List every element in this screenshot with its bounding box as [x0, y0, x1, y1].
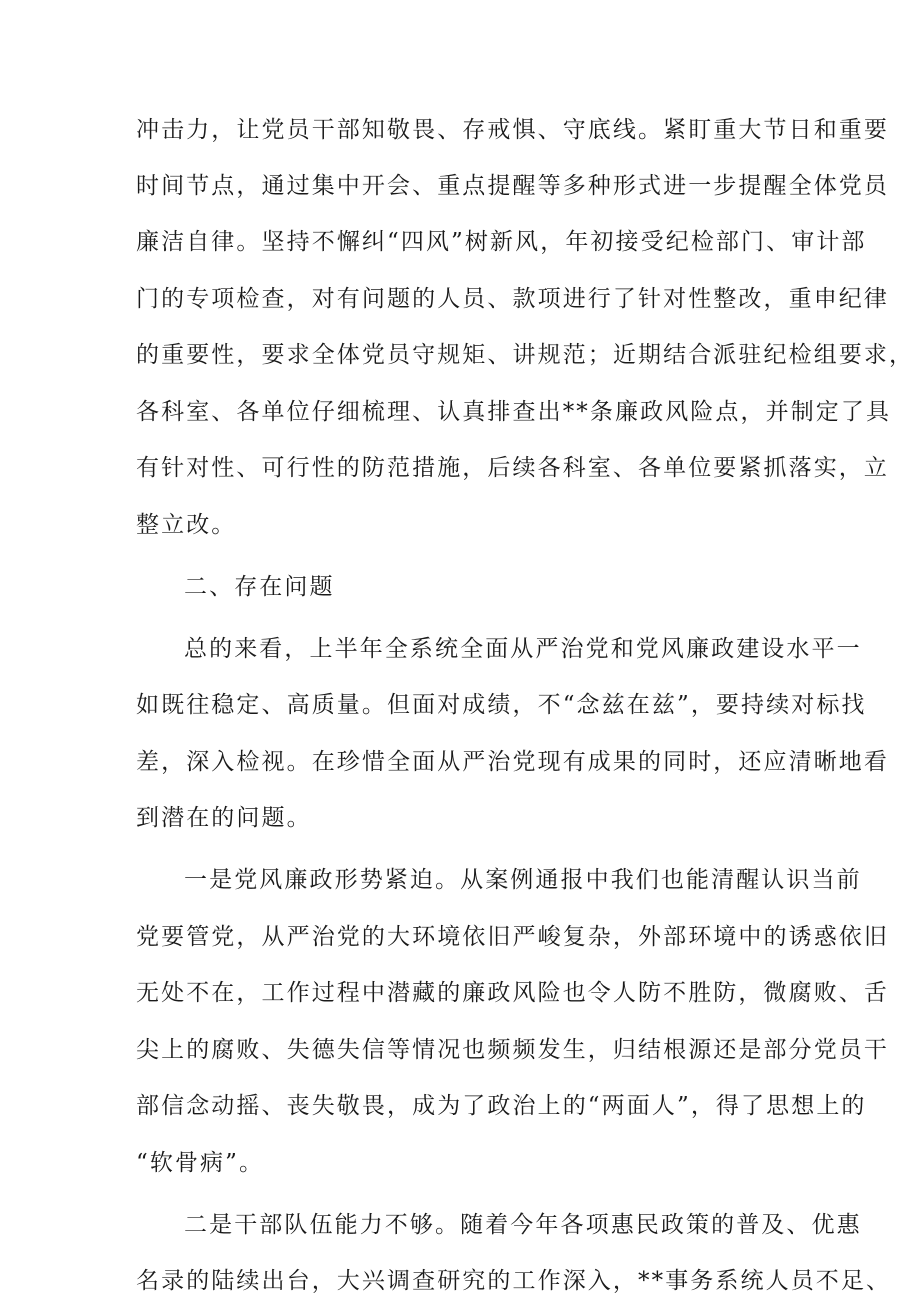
paragraph-1-line-4: 门的专项检查，对有问题的人员、款项进行了针对性整改，重申纪律 [136, 286, 889, 312]
paragraph-1-line-6: 各科室、各单位仔细梳理、认真排查出**条廉政风险点，并制定了具 [136, 399, 892, 425]
paragraph-2-line-4: 到潜在的问题。 [136, 805, 312, 831]
paragraph-3-line-1: 一是党风廉政形势紧迫。从案例通报中我们也能清醒认识当前 [184, 867, 862, 893]
paragraph-3-line-3: 无处不在，工作过程中潜藏的廉政风险也令人防不胜防，微腐败、舌 [136, 980, 889, 1006]
paragraph-4-line-1: 二是干部队伍能力不够。随着今年各项惠民政策的普及、优惠 [184, 1212, 862, 1238]
paragraph-1-line-8: 整立改。 [136, 512, 237, 538]
paragraph-1-line-3: 廉洁自律。坚持不懈纠“四风”树新风，年初接受纪检部门、审计部 [136, 229, 867, 255]
paragraph-3-line-6: “软骨病”。 [136, 1150, 265, 1176]
paragraph-3-line-5: 部信念动摇、丧失敬畏，成为了政治上的“两面人”，得了思想上的 [136, 1093, 867, 1119]
paragraph-3-line-2: 党要管党，从严治党的大环境依旧严峻复杂，外部环境中的诱惑依旧 [136, 924, 889, 950]
paragraph-1-line-5: 的重要性，要求全体党员守规矩、讲规范；近期结合派驻纪检组要求， [136, 342, 915, 368]
paragraph-2-line-2: 如既往稳定、高质量。但面对成绩，不“念兹在兹”，要持续对标找 [136, 692, 867, 718]
paragraph-2-line-1: 总的来看，上半年全系统全面从严治党和党风廉政建设水平一 [184, 636, 862, 662]
paragraph-1-line-7: 有针对性、可行性的防范措施，后续各科室、各单位要紧抓落实，立 [136, 455, 889, 481]
paragraph-3-line-4: 尖上的腐败、失德失信等情况也频频发生，归结根源还是部分党员干 [136, 1037, 889, 1063]
section-heading: 二、存在问题 [184, 574, 335, 600]
paragraph-4-line-2: 名录的陆续出台，大兴调查研究的工作深入，**事务系统人员不足、 [136, 1268, 892, 1294]
paragraph-1-line-2: 时间节点，通过集中开会、重点提醒等多种形式进一步提醒全体党员 [136, 173, 889, 199]
paragraph-1-line-1: 冲击力，让党员干部知敬畏、存戒惧、守底线。紧盯重大节日和重要 [136, 117, 889, 143]
paragraph-2-line-3: 差，深入检视。在珍惜全面从严治党现有成果的同时，还应清晰地看 [136, 749, 889, 775]
